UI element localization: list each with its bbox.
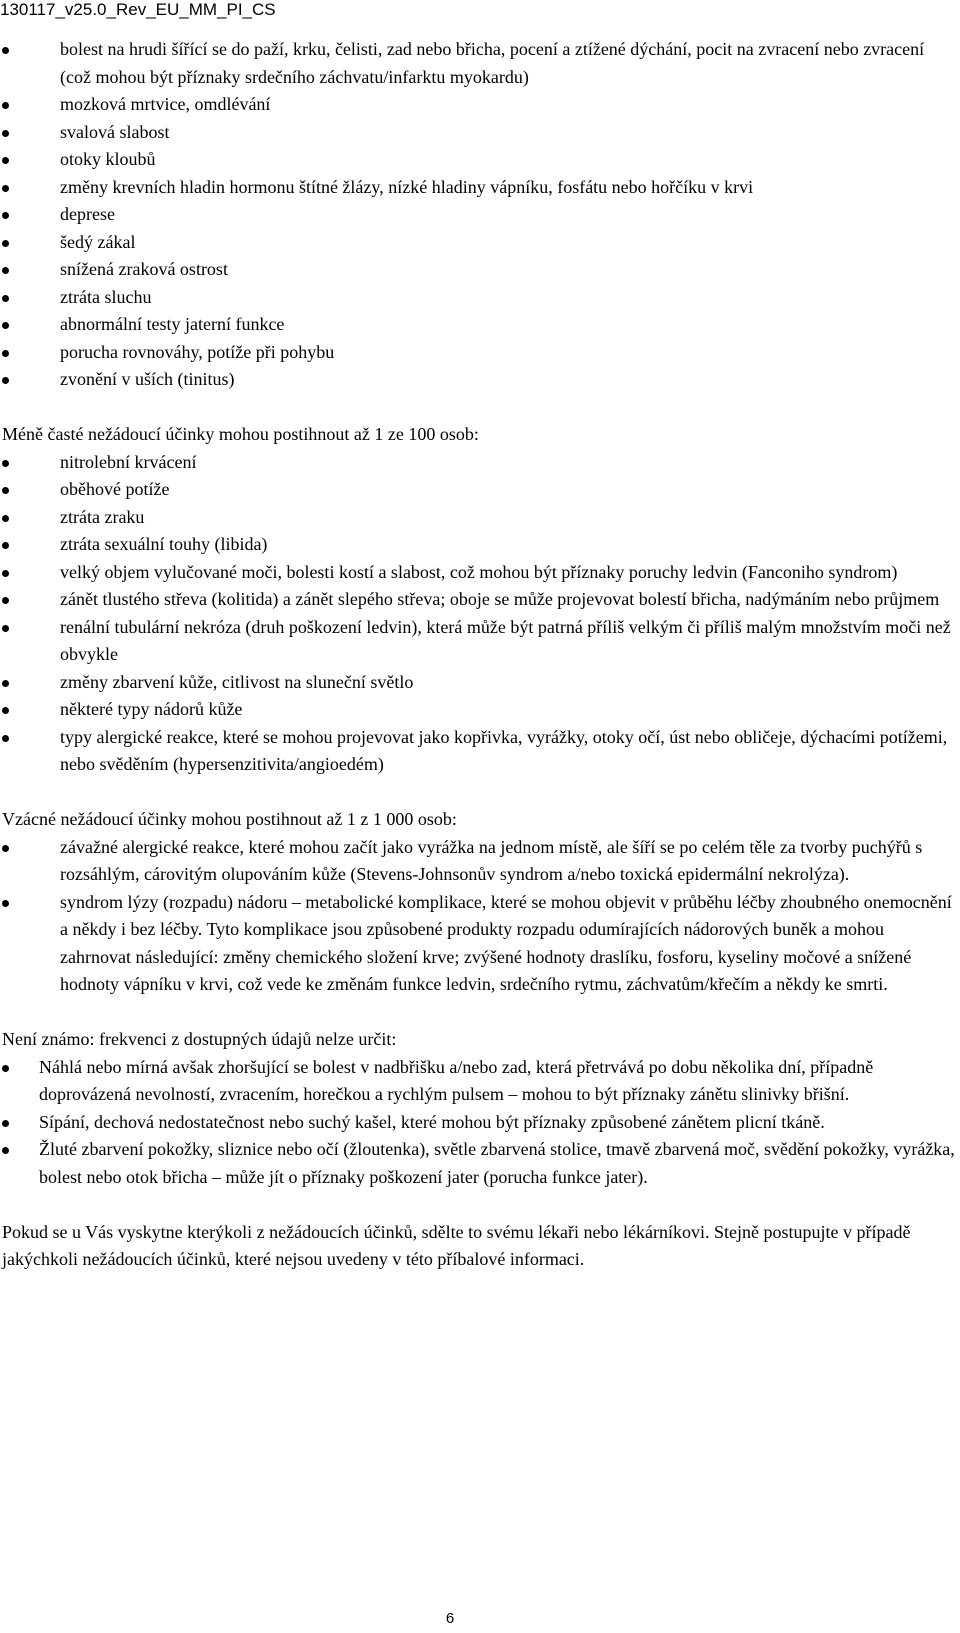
leaflet-body [2,36,957,1274]
list-item: Náhlá nebo mírná avšak zhoršující se bolest v nadbřišku a/nebo zad, která přetrvává po dobu několika dní, případně doprovázená nevolností, zvracením, horečkou a rychlým pulsem – mohou to být příznaky zánětu slinivky břišní. [2,1054,957,1109]
document-id: 130117_v25.0_Rev_EU_MM_PI_CS [0,0,276,19]
uncommon-effects-list [2,449,957,779]
list-item: závažné alergické reakce, které mohou začít jako vyrážka na jednom místě, ale šíří se po celém těle za tvorby puchýřů s rozsáhlým, cárovitým olupováním kůže (Stevens-Johnsonův syndrom a/nebo toxická epidermální nekrolýza). [2,834,957,889]
page-number: 6 [445,1610,455,1627]
list-item: nitrolební krvácení [2,449,957,477]
list-item: zánět tlustého střeva (kolitida) a zánět slepého střeva; oboje se může projevovat bolestí břicha, nadýmáním nebo průjmem [2,586,957,614]
list-item: velký objem vylučované moči, bolesti kostí a slabost, což mohou být příznaky poruchy ledvin (Fanconiho syndrom) [2,559,957,587]
list-item: ztráta zraku [2,504,957,532]
list-item: šedý zákal [2,229,957,257]
list-item: renální tubulární nekróza (druh poškození ledvin), která může být patrná příliš velkým či příliš malým množstvím moči než obvykle [2,614,957,669]
list-item: otoky kloubů [2,146,957,174]
common-effects-list [2,36,957,394]
list-item: deprese [2,201,957,229]
closing-paragraph: Pokud se u Vás vyskytne kterýkoli z nežádoucích účinků, sdělte to svému lékaři nebo lékárníkovi. Stejně postupujte v případě jakýchkoli nežádoucích účinků, které nejsou uvedeny v této příbalové informaci. [2,1221,911,1269]
list-item: zvonění v uších (tinitus) [2,366,957,394]
rare-heading: Vzácné nežádoucí účinky mohou postihnout až 1 z 1 000 osob: [2,809,457,829]
list-item: Žluté zbarvení pokožky, sliznice nebo očí (žloutenka), světle zbarvená stolice, tmavě zbarvená moč, svědění pokožky, vyrážka, bolest nebo otok břicha – může jít o příznaky poškození jater (porucha funkce jater). [2,1136,957,1191]
list-item: změny krevních hladin hormonu štítné žlázy, nízké hladiny vápníku, fosfátu nebo hořčíku v krvi [2,174,957,202]
list-item: ztráta sexuální touhy (libida) [2,531,957,559]
list-item: bolest na hrudi šířící se do paží, krku, čelisti, zad nebo břicha, pocení a ztížené dýchání, pocit na zvracení nebo zvracení (což mohou být příznaky srdečního záchvatu/infarktu myokardu) [2,36,957,91]
list-item: porucha rovnováhy, potíže při pohybu [2,339,957,367]
list-item: syndrom lýzy (rozpadu) nádoru – metabolické komplikace, které se mohou objevit v průběhu léčby zhoubného onemocnění a někdy i bez léčby. Tyto komplikace jsou způsobené produkty rozpadu odumírajících nádorových buněk a mohou zahrnovat následující: změny chemického složení krve; zvýšené hodnoty draslíku, fosforu, kyseliny močové a snížené hodnoty vápníku v krvi, což vede ke změnám funkce ledvin, srdečního rytmu, záchvatům/křečím a někdy ke smrti. [2,889,957,999]
list-item: typy alergické reakce, které se mohou projevovat jako kopřivka, vyrážky, otoky očí, úst nebo obličeje, dýchacími potížemi, nebo svěděním (hypersenzitivita/angioedém) [2,724,957,779]
unknown-frequency-heading: Není známo: frekvenci z dostupných údajů nelze určit: [2,1029,397,1049]
list-item: změny zbarvení kůže, citlivost na sluneční světlo [2,669,957,697]
list-item: některé typy nádorů kůže [2,696,957,724]
list-item: svalová slabost [2,119,957,147]
rare-effects-list [2,834,957,999]
unknown-frequency-list [2,1054,957,1192]
list-item: Sípání, dechová nedostatečnost nebo suchý kašel, které mohou být příznaky způsobené zánětem plicní tkáně. [2,1109,957,1137]
list-item: mozková mrtvice, omdlévání [2,91,957,119]
list-item: ztráta sluchu [2,284,957,312]
list-item: abnormální testy jaterní funkce [2,311,957,339]
list-item: oběhové potíže [2,476,957,504]
list-item: snížená zraková ostrost [2,256,957,284]
uncommon-heading: Méně časté nežádoucí účinky mohou postihnout až 1 ze 100 osob: [2,424,479,444]
